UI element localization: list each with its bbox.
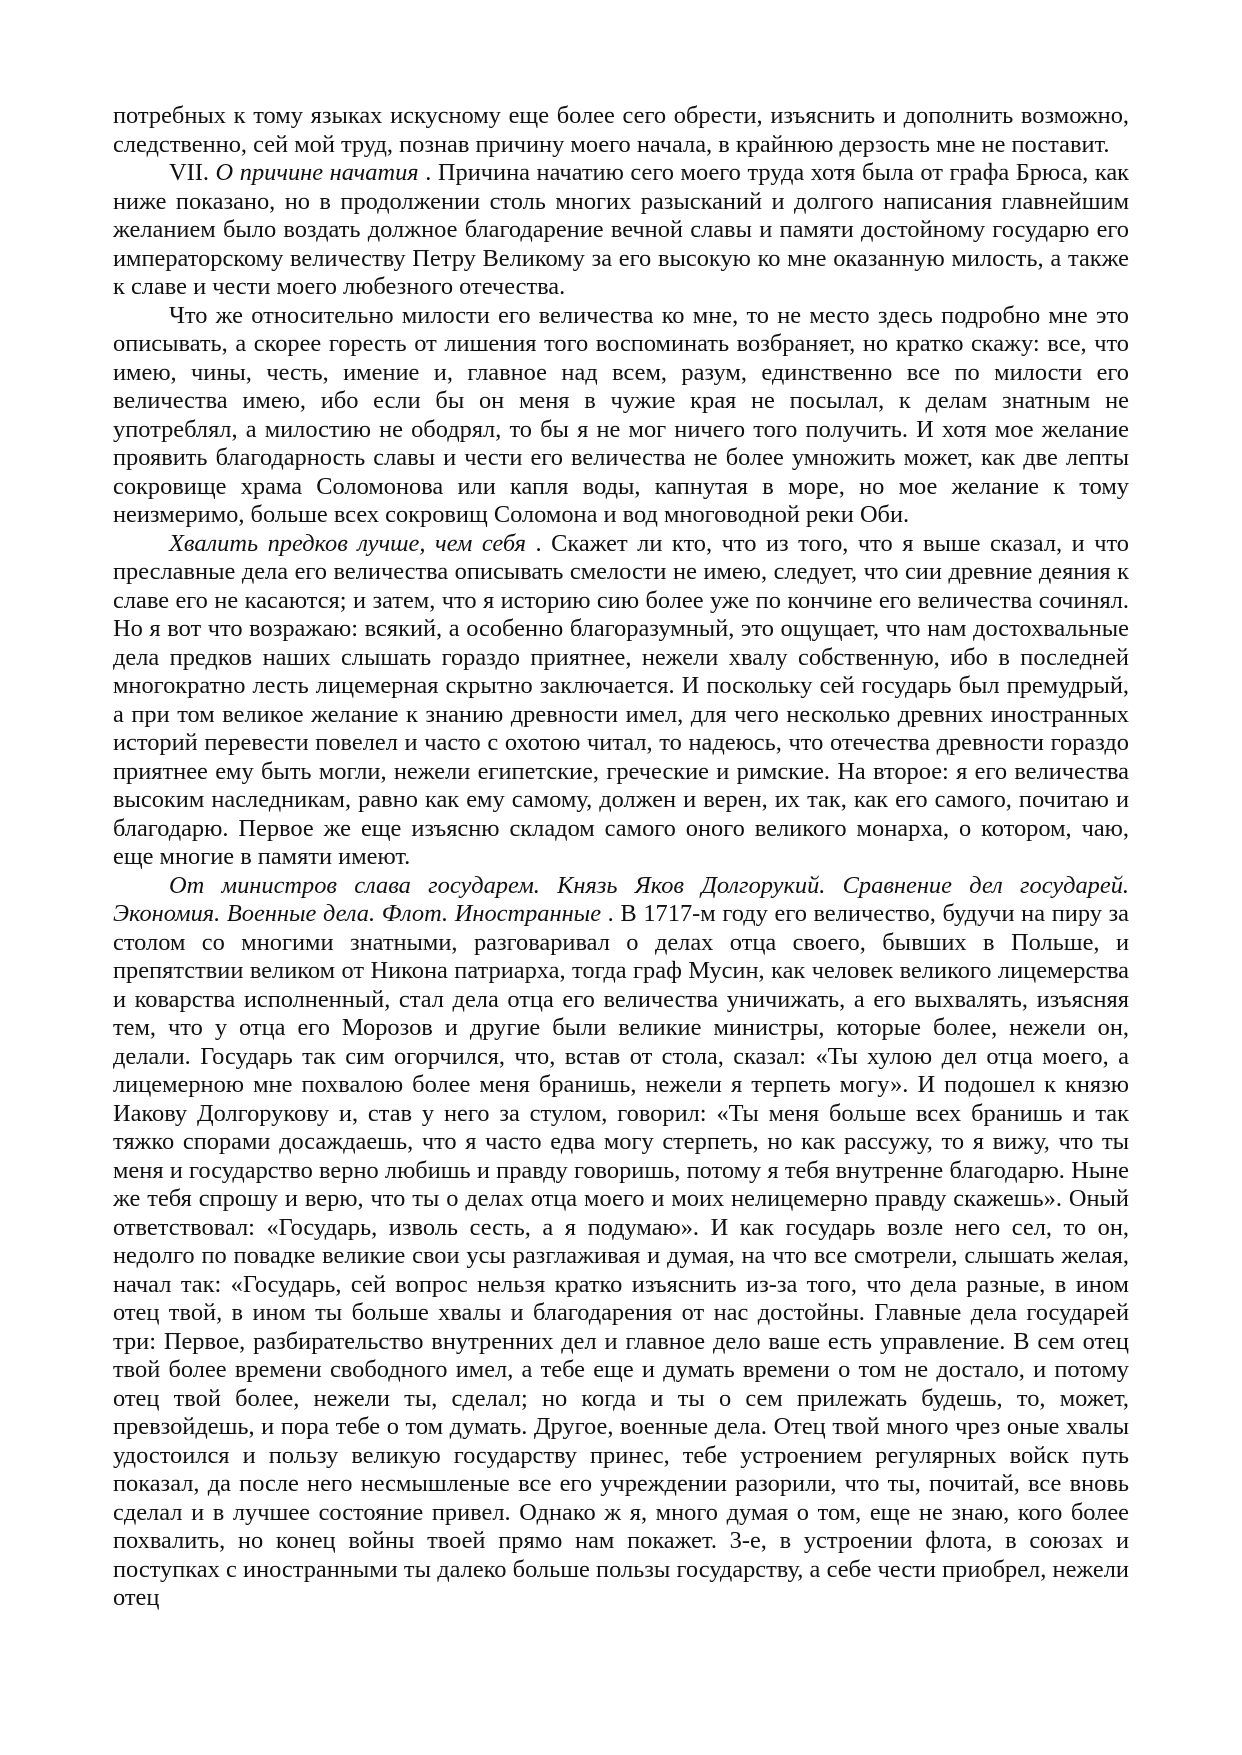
paragraph-text: . Причина начатию сего моего труда хотя была от графа Брюса, как ниже показано, но в продолжении столь многих разысканий и долгого написания главнейшим желанием было воздать должное благодарение вечной славы и памяти достойному государю его императорскому величеству Петру Великому за его высокую ко мне оказанную милость, а также к славе и чести моего любезного отечества. [113,159,1129,300]
paragraph-text: . Скажет ли кто, что из того, что я выше сказал, и что преславные дела его величества описывать смелости не имею, следует, что сии древние деяния к славе его не касаются; и затем, что я историю сию более уже по кончине его величества сочинял. Но я вот что возражаю: всякий, а особенно благоразумный, это ощущает, что нам достохвальные дела предков наших слышать гораздо приятнее, нежели хвалу собственную, ибо в последней многократно лесть лицемерная скрытно заключается. И поскольку сей государь был премудрый, а при том великое желание к знанию древности имел, для чего несколько древних иностранных историй перевести повелел и часто с охотою читал, то надеюсь, что отечества древности гораздо приятнее ему быть могли, нежели египетские, греческие и римские. На второе: я его величества высоким наследникам, равно как ему самому, должен и верен, их так, как его самого, почитаю и благодарю. Первое же еще изъясню складом самого оного великого монарха, о котором, чаю, еще многие в памяти имеют. [113,529,1129,870]
paragraph-text: Что же относительно милости его величества ко мне, то не место здесь подробно мне это описывать, а скорее горесть от лишения того воспоминать возбраняет, но кратко скажу: все, что имею, чины, честь, имение и, главное над всем, разум, единственно все по милости его величества имею, ибо если бы он меня в чужие края не посылал, к делам знатным не употреблял, а милостию не ободрял, то бы я не мог ничего того получить. И хотя мое желание проявить благодарность славы и чести его величества не более умножить может, как две лепты сокровище храма Соломонова или капля воды, капнутая в море, но мое желание к тому неизмеримо, больше всех сокровищ Соломона и вод многоводной реки Оби. [113,301,1129,528]
paragraph-text: . В 1717-м году его величество, будучи на пиру за столом со многими знатными, разговаривал о делах отца своего, бывших в Польше, и препятствии великом от Никона патриарха, тогда граф Мусин, как человек великого лицемерства и коварства исполненный, стал дела отца его величества уничижать, а его выхвалять, изъясняя тем, что у отца его Морозов и другие были великие министры, которые более, нежели он, делали. Государь так сим огорчился, что, встав от стола, сказал: «Ты хулою дел отца моего, а лицемерною мне похвалою более меня бранишь, нежели я терпеть могу». И подошел к князю Иакову Долгорукову и, став у него за стулом, говорил: «Ты меня больше всех бранишь и так тяжко спорами досаждаешь, что я часто едва могу стерпеть, но как рассужу, то я вижу, что ты меня и государство верно любишь и правду говоришь, потому я тебя внутренне благодарю. Ныне же тебя спрошу и верю, что ты о делах отца моего и моих нелицемерно правду скажешь». Оный ответствовал: «Государь, изволь сесть, а я подумаю». И как государь возле него сел, то он, недолго по повадке великие свои усы разглаживая и думая, на что все смотрели, слышать желая, начал так: «Государь, сей вопрос нельзя кратко изъяснить из-за того, что дела разные, в ином отец твой, в ином ты больше хвалы и благодарения от нас достойны. Главные дела государей три: Первое, разбирательство внутренних дел и главное дело ваше есть управление. В сем отец твой более времени свободного имел, а тебе еще и думать времени о том не достало, и потому отец твой более, нежели ты, сделал; но когда и ты о сем прилежать будешь, то, может, превзойдешь, и пора тебе о том думать. Другое, военные дела. Отец твой много чрез оные хвалы удостоился и пользу великую государству принес, тебе устроением регулярных войск путь показал, да после него несмышленые все его учреждении разорили, что ты, почитай, все вновь сделал и в лучшее состояние привел. Однако ж я, много думая о том, еще не знаю, кого более похвалить, но конец войны твоей прямо нам покажет. 3-е, в устроении флота, в союзах и поступках с иностранными ты далеко больше пользы государству, а себе чести приобрел, нежели отец [113,900,1129,1611]
section-number: VII. [169,159,216,186]
paragraph-text: потребных к тому языках искусному еще более сего обрести, изъяснить и дополнить возможно, следственно, сей мой труд, познав причину моего начала, в крайнюю дерзость мне не поставит. [113,102,1129,158]
section-heading: Хвалить предков лучше, чем себя [169,529,526,557]
paragraph-mercy [113,302,1129,530]
section-heading: О причине начатия [215,159,419,186]
paragraph-ministers [113,872,1129,1613]
paragraph-praise-ancestors [113,530,1129,872]
paragraph-section-vii [113,159,1129,302]
section-heading: От министров слава государем. Князь Яков Долгорукий. Сравнение дел государей. Экономия. Военные дела. Флот. Иностранные [113,871,1129,927]
paragraph-continuation [113,102,1129,159]
document-page [113,102,1129,1613]
